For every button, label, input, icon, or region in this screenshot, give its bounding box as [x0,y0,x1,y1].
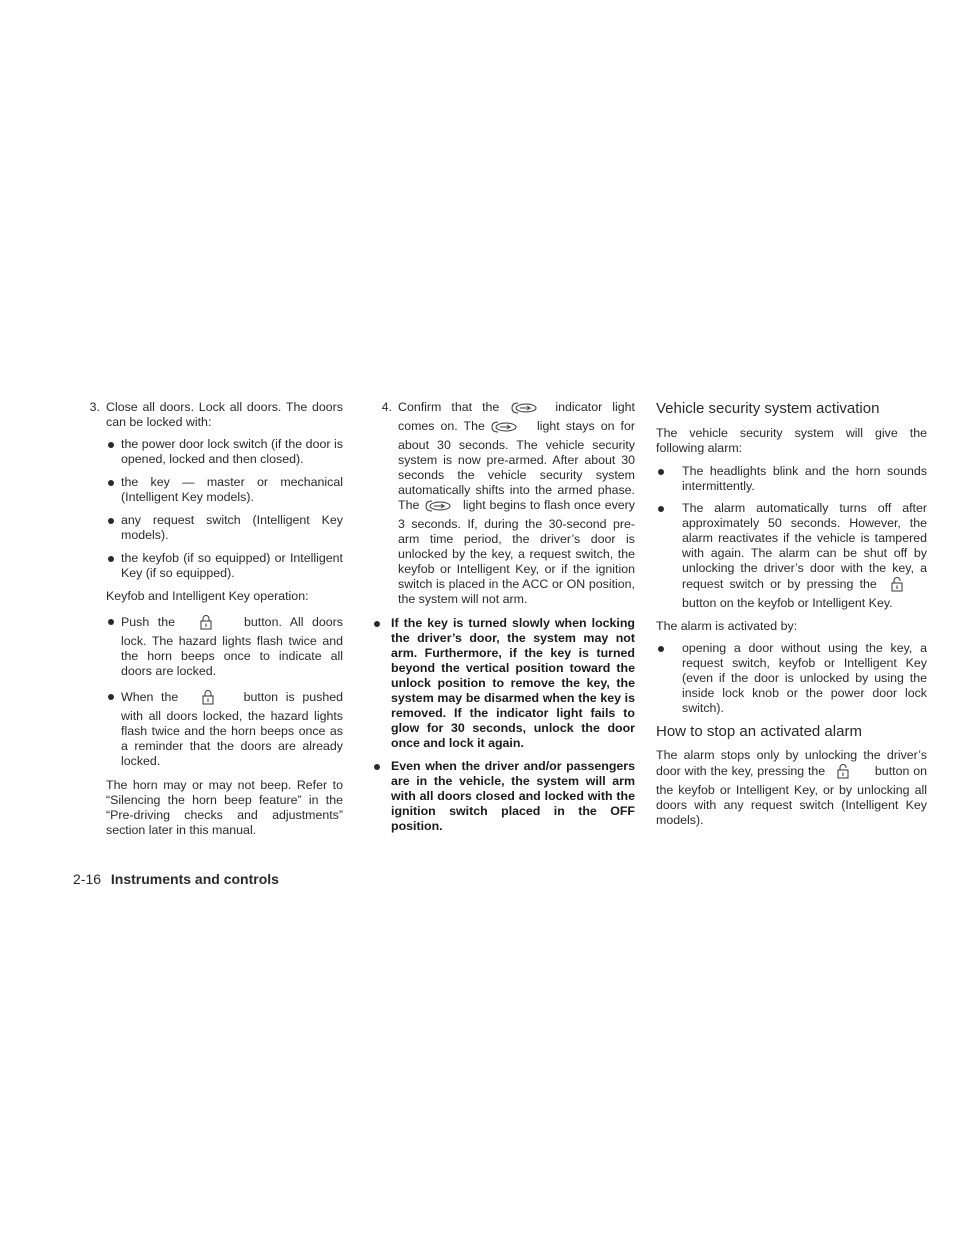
list-item: The headlights blink and the horn sounds intermittently. [656,464,927,494]
horn-note: The horn may or may not beep. Refer to “Silencing the horn beep feature” in the “Pre-driving checks and adjustments” section later in this manual. [106,778,343,837]
step-3-text: Close all doors. Lock all doors. The doors can be locked with: [106,400,343,429]
stop-text: The alarm stops only by unlocking the driver’s door with the key, pressing the button on the keyfob or Intelligent Key, or by unlocking all doors with any request switch (Intelligent Key models). [656,748,927,827]
list-item: the keyfob (if so equipped) or Intelligent Key (if so equipped). [106,551,343,581]
step-3 [80,400,343,838]
warning-list [372,616,635,834]
section-title: Instruments and controls [110,871,279,887]
step-number: 3. [89,400,100,414]
list-item: any request switch (Intelligent Key models). [106,513,343,543]
warning-item: If the key is turned slowly when locking the driver’s door, the system may not arm. Furthermore, if the key is turned beyond the vertical position toward the unlock position to remove the key, the system may be disarmed when the key is removed. If the indicator light fails to glow for 30 seconds, unlock the door once and lock it again. [372,616,635,751]
padlock-unlocked-icon [891,576,903,596]
step-4 [372,400,635,607]
list-item: the power door lock switch (if the door is opened, locked and then closed). [106,437,343,467]
keyfob-operation-list [106,614,343,769]
stop-title: How to stop an activated alarm [656,723,862,740]
lock-methods-list [106,437,343,581]
warning-item: Even when the driver and/or passengers are in the vehicle, the system will arm with all doors closed and locked with the ignition switch placed in the OFF position. [372,759,635,834]
list-item: the key — master or mechanical (Intelligent Key models). [106,475,343,505]
column-middle [372,400,635,834]
activated-by: The alarm is activated by: [656,619,798,633]
list-item: The alarm automatically turns off after approximately 50 seconds. However, the alarm reactivates if the vehicle is tampered with again. The alarm can be shut off by unlocking the driver’s door with the key, a request switch or by pressing the button on the keyfob or Intelligent Key. [656,501,927,611]
column-left [80,400,343,838]
padlock-unlocked-icon [837,763,849,783]
security-indicator-icon [425,499,453,517]
page-number: 2-16 [73,871,102,887]
padlock-locked-icon [202,689,214,709]
column-right [656,400,927,828]
page-footer [73,871,279,888]
list-item: opening a door without using the key, a request switch, keyfob or Intelligent Key (even if the door is unlocked by using the inside lock knob or the power door lock switch). [656,641,927,716]
alarm-list [656,464,927,611]
step-number: 4. [381,400,392,414]
activation-trigger-list [656,641,927,716]
activation-intro: The vehicle security system will give the following alarm: [656,426,927,455]
keyfob-heading: Keyfob and Intelligent Key operation: [106,589,309,603]
security-indicator-icon [491,420,519,438]
list-item: Push the button. All doors lock. The hazard lights flash twice and the horn beeps once to indicate all doors are locked. [106,614,343,679]
security-indicator-icon [511,401,539,419]
padlock-locked-icon [200,614,212,634]
list-item: When the button is pushed with all doors locked, the hazard lights flash twice and the horn beeps once as a reminder that the doors are already locked. [106,689,343,769]
activation-title: Vehicle security system activation [656,400,880,417]
step-4-text: Confirm that the indicator light comes on. The light stays on for about 30 seconds. The vehicle security system is now pre-armed. After about 30 seconds the vehicle security system automatically shifts into the armed phase. The light begins to flash once every 3 seconds. If, during the 30-second pre-arm time period, the driver’s door is unlocked by the key, a request switch, the keyfob or Intelligent Key, or if the ignition switch is placed in the ACC or ON position, the system will not arm. [398,400,636,606]
